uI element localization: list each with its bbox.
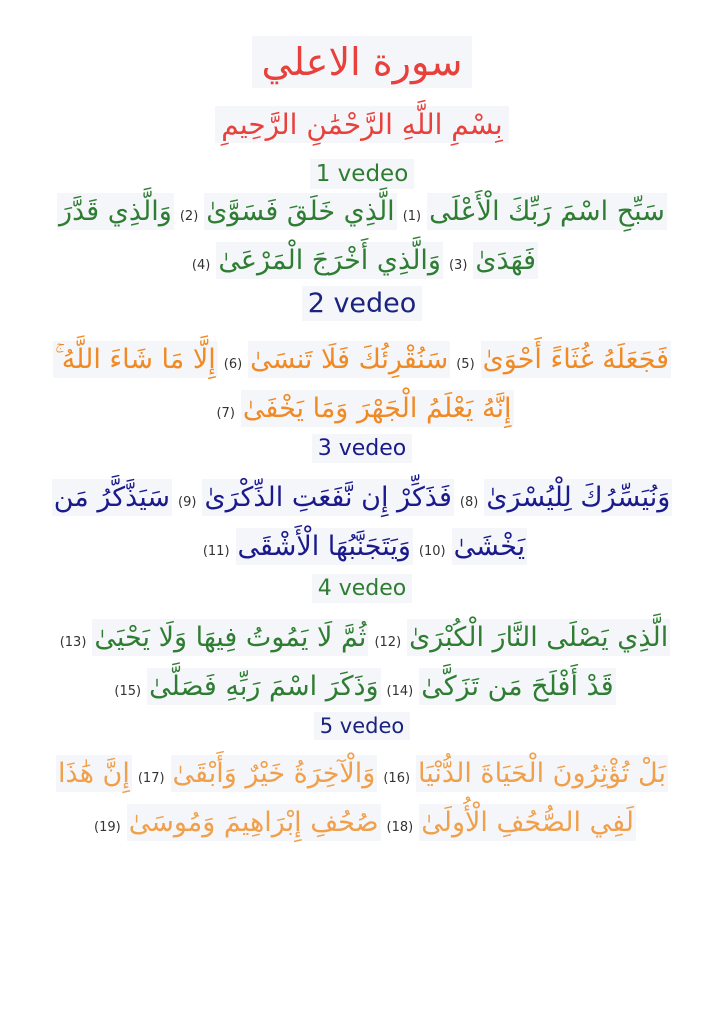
section-label: 4 vedeo — [312, 574, 413, 603]
verses-section-4 — [40, 616, 684, 714]
verse-line — [40, 616, 684, 665]
verses-section-5 — [40, 752, 684, 850]
section-label-2 — [0, 286, 724, 322]
verse-text: سَبِّحِ اسْمَ رَبِّكَ الْأَعْلَى — [427, 193, 667, 230]
verses-section-2 — [40, 338, 684, 436]
verse-line — [40, 190, 684, 239]
verses-section-1 — [40, 190, 684, 288]
verse-text: قَدْ أَفْلَحَ مَن تَزَكَّىٰ — [419, 668, 615, 705]
basmala: بِسْمِ اللَّهِ الرَّحْمَٰنِ الرَّحِيمِ — [215, 106, 508, 143]
verse-text: إِنَّهُ يَعْلَمُ الْجَهْرَ وَمَا يَخْفَىٰ — [241, 390, 514, 427]
verse-text: سَيَذَّكَّرُ مَن — [52, 479, 172, 516]
verse-number: (14) — [386, 684, 414, 699]
verse-text: إِنَّ هَٰذَا — [56, 755, 132, 792]
basmala-block — [0, 104, 724, 146]
surah-title-block — [0, 36, 724, 88]
verse-text: وَذَكَرَ اسْمَ رَبِّهِ فَصَلَّىٰ — [147, 668, 380, 705]
verse-text: وَالَّذِي أَخْرَجَ الْمَرْعَىٰ — [216, 242, 443, 279]
verse-line — [40, 338, 684, 387]
section-label-1 — [0, 159, 724, 189]
section-label-5 — [0, 711, 724, 741]
section-label: 2 vedeo — [302, 286, 423, 321]
verse-number: (1) — [402, 209, 422, 224]
verse-text: الَّذِي يَصْلَى النَّارَ الْكُبْرَىٰ — [407, 619, 670, 656]
verse-text: وَالْآخِرَةُ خَيْرٌ وَأَبْقَىٰ — [171, 755, 378, 792]
verse-number: (19) — [94, 820, 121, 835]
verse-number: (8) — [459, 495, 479, 510]
verse-line — [40, 476, 684, 525]
verse-number: (7) — [216, 406, 235, 421]
verse-number: (3) — [448, 258, 468, 273]
section-label-3 — [0, 434, 724, 464]
verse-text: لَفِي الصُّحُفِ الْأُولَىٰ — [419, 804, 636, 841]
verse-text: وَالَّذِي قَدَّرَ — [57, 193, 174, 230]
verse-text: فَهَدَىٰ — [473, 242, 538, 279]
verse-text: وَنُيَسِّرُكَ لِلْيُسْرَىٰ — [484, 479, 672, 516]
verse-number: (16) — [383, 771, 411, 786]
verse-number: (12) — [374, 635, 402, 650]
section-label: 1 vedeo — [310, 159, 415, 189]
verse-text: فَجَعَلَهُ غُثَاءً أَحْوَىٰ — [481, 341, 671, 378]
verse-text: إِلَّا مَا شَاءَ اللَّهُ ۚ — [53, 341, 218, 378]
verses-section-3 — [40, 476, 684, 574]
section-label-4 — [0, 574, 724, 604]
verse-number: (2) — [179, 209, 199, 224]
verse-line — [40, 752, 684, 801]
verse-text: يَخْشَىٰ — [452, 528, 528, 565]
verse-text: ثُمَّ لَا يَمُوتُ فِيهَا وَلَا يَحْيَىٰ — [92, 619, 368, 656]
verse-number: (15) — [114, 684, 142, 699]
verse-text: سَنُقْرِئُكَ فَلَا تَنسَىٰ — [248, 341, 450, 378]
section-label: 5 vedeo — [314, 712, 410, 740]
verse-number: (18) — [386, 820, 414, 835]
verse-number: (9) — [178, 495, 197, 510]
verse-line — [40, 801, 684, 850]
verse-line — [40, 239, 684, 288]
verse-line — [40, 525, 684, 574]
verse-number: (5) — [456, 357, 475, 372]
verse-text: بَلْ تُؤْثِرُونَ الْحَيَاةَ الدُّنْيَا — [416, 755, 668, 792]
verse-number: (17) — [137, 771, 165, 786]
verse-text: الَّذِي خَلَقَ فَسَوَّىٰ — [204, 193, 396, 230]
verse-number: (6) — [223, 357, 243, 372]
verse-number: (10) — [418, 544, 446, 559]
verse-text: فَذَكِّرْ إِن نَّفَعَتِ الذِّكْرَىٰ — [202, 479, 453, 516]
verse-text: وَيَتَجَنَّبُهَا الْأَشْقَى — [236, 528, 413, 565]
verse-number: (11) — [202, 544, 230, 559]
verse-line — [40, 665, 684, 714]
verse-number: (13) — [59, 635, 87, 650]
verse-text: صُحُفِ إِبْرَاهِيمَ وَمُوسَىٰ — [127, 804, 381, 841]
verse-number: (4) — [191, 258, 211, 273]
surah-title: سورة الاعلي — [252, 36, 473, 88]
verse-line — [40, 387, 684, 436]
section-label: 3 vedeo — [312, 434, 413, 463]
